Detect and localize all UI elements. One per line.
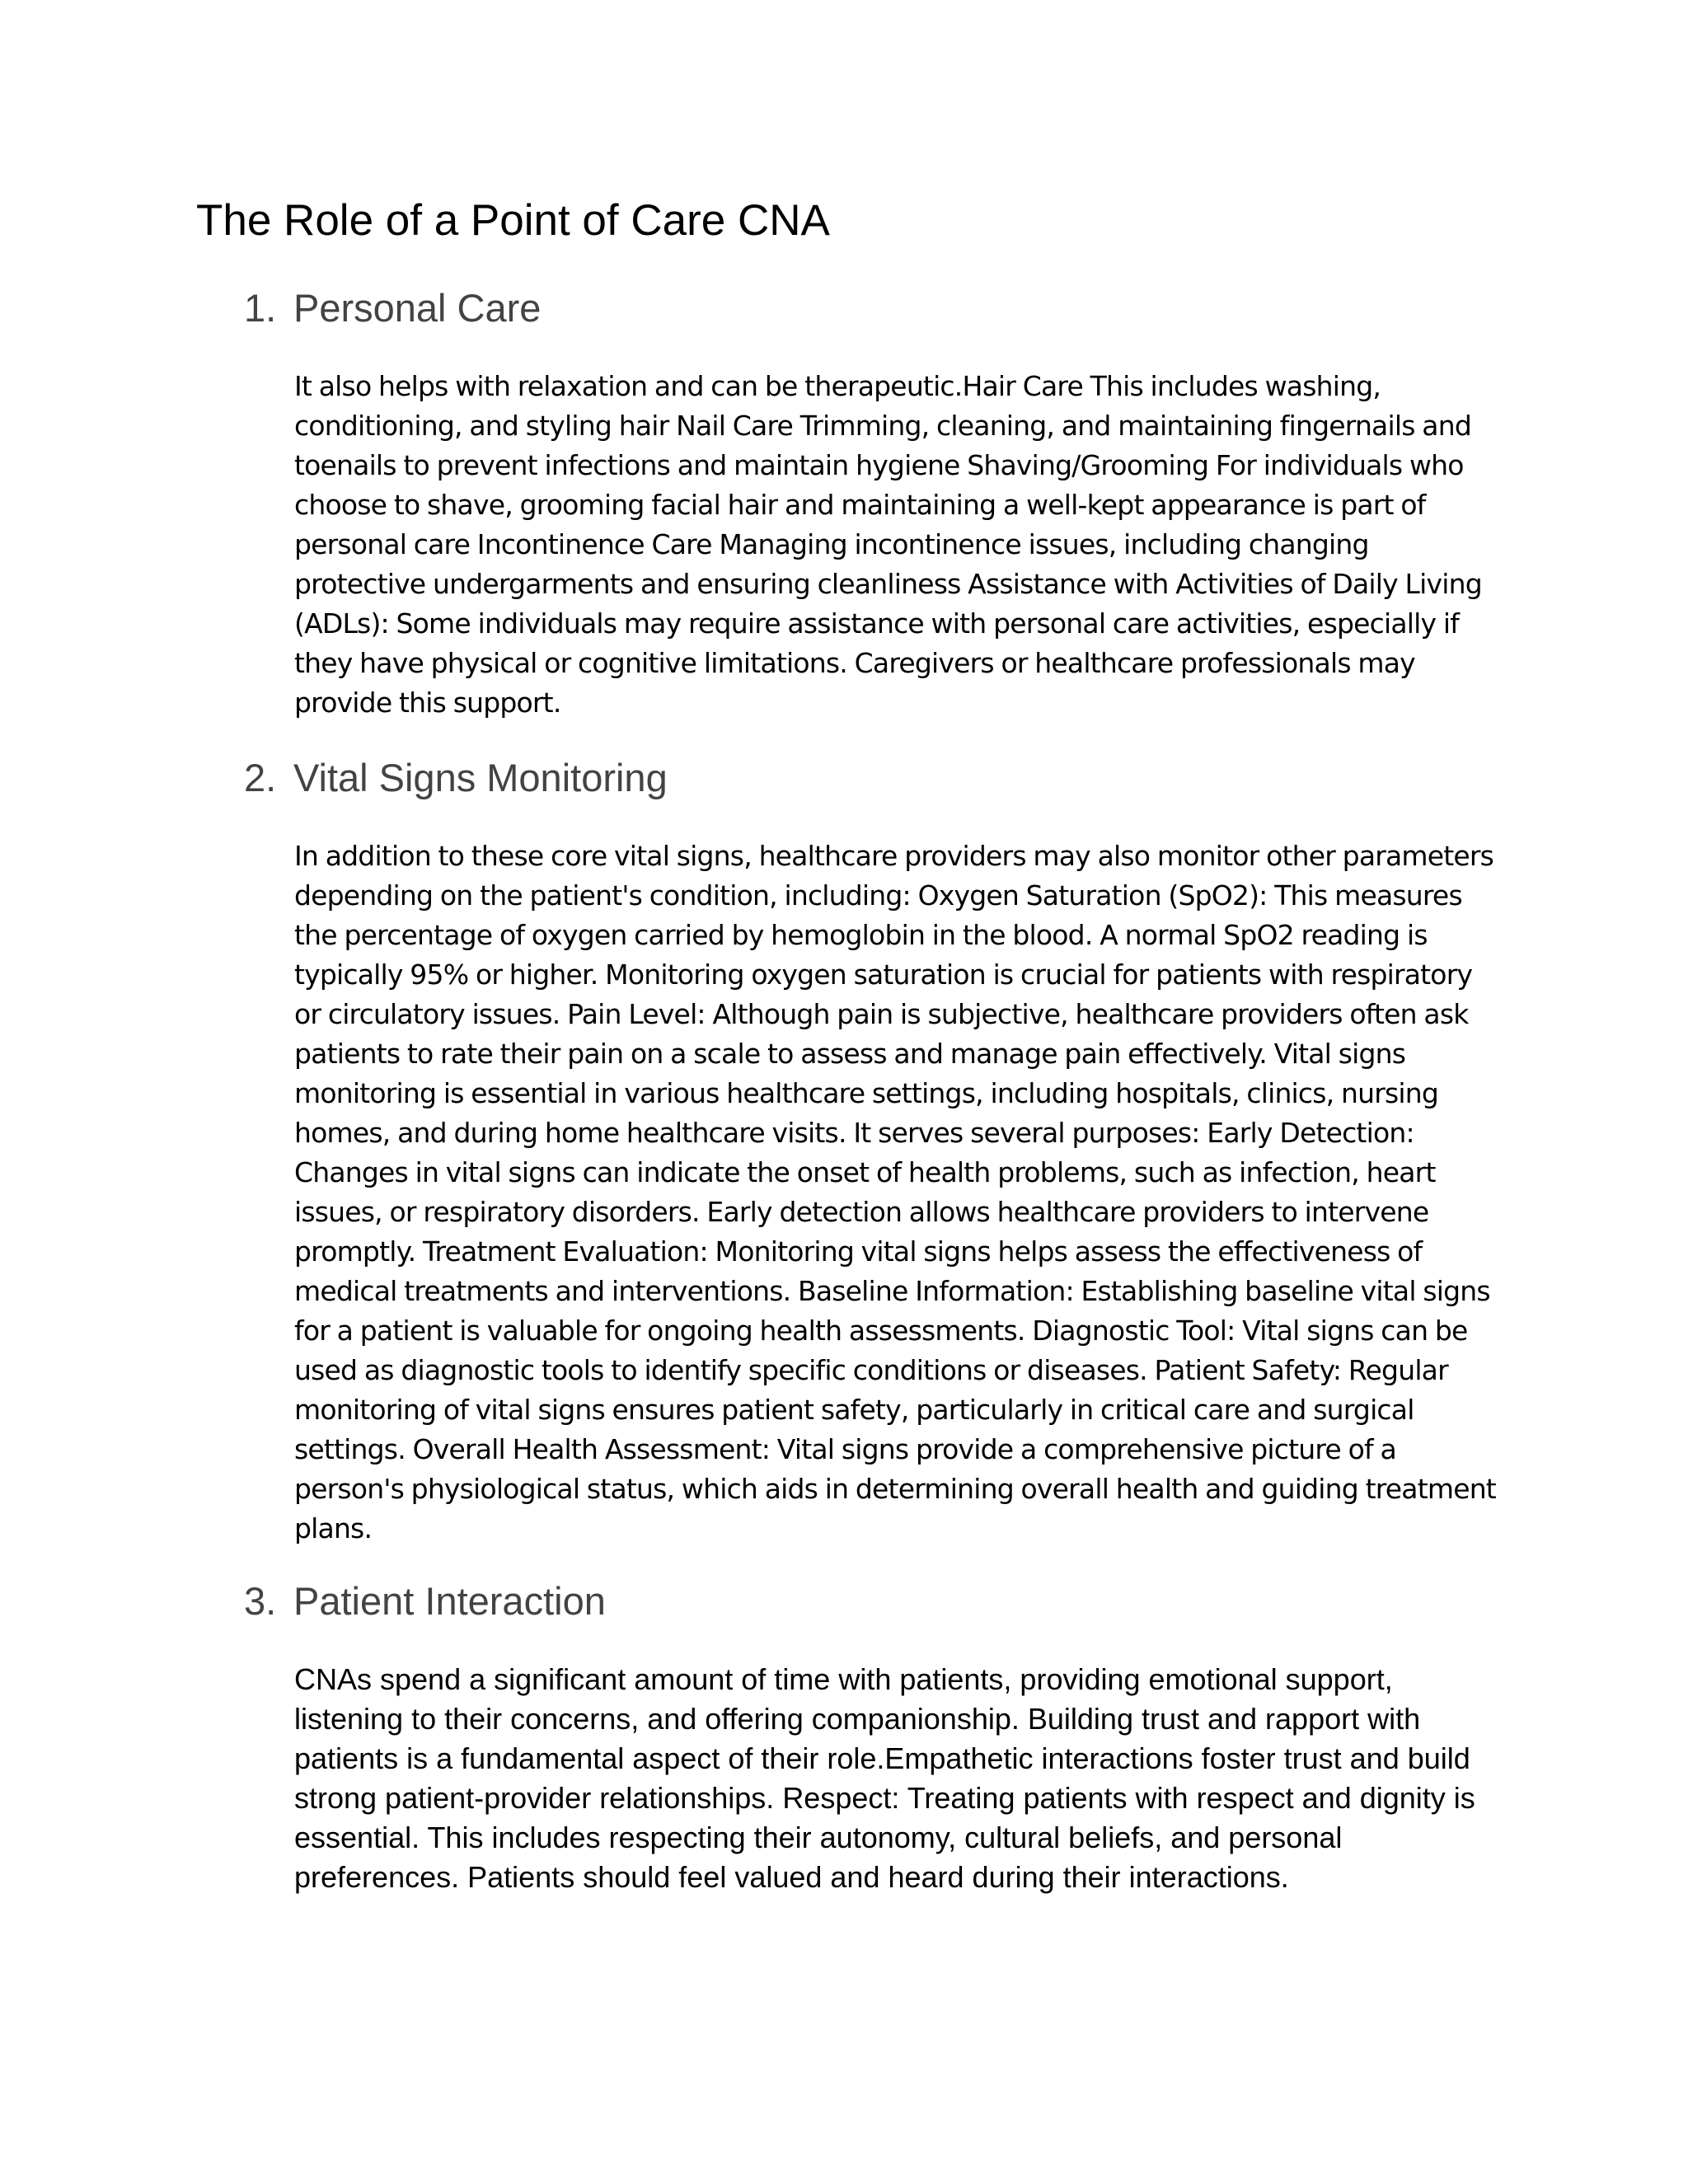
section-body-patient-interaction: CNAs spend a significant amount of time with patients, providing emotional support, listening to their concerns, and offering companionship. Building trust and rapport with patients is a fundamental aspect of their role.Empathetic interactions foster trust and build strong patient-provider relationships. Respect: Treating patients with respect and dignity is essential. This includes respecting their autonomy, cultural beliefs, and personal preferences. Patients should feel valued and heard during their interactions. (294, 1662, 1475, 1894)
section-body-vital-signs-monitoring: In addition to these core vital signs, healthcare providers may also monitor other parameters depending on the patient's condition, including: Oxygen Saturation (SpO2): This measures the percentage of oxygen carried by hemoglobin in the blood. A normal SpO2 reading is typically 95% or higher. Monitoring oxygen saturation is crucial for patients with respiratory or circulatory issues. Pain Level: Although pain is subjective, healthcare providers often ask patients to rate their pain on a scale to assess and manage pain effectively. Vital signs monitoring is essential in various healthcare settings, including hospitals, clinics, nursing homes, and during home healthcare visits. It serves several purposes: Early Detection: Changes in vital signs can indicate the onset of health problems, such as infection, heart issues, or respiratory disorders. Early detection allows healthcare providers to intervene promptly. Treatment Evaluation: Monitoring vital signs helps assess the effectiveness of medical treatments and interventions. Baseline Information: Establishing baseline vital signs for a patient is valuable for ongoing health assessments. Diagnostic Tool: Vital signs can be used as diagnostic tools to identify specific conditions or diseases. Patient Safety: Regular monitoring of vital signs ensures patient safety, particularly in critical care and surgical settings. Overall Health Assessment: Vital signs provide a comprehensive picture of a person's physiological status, which aids in determining overall health and guiding treatment plans. (294, 840, 1496, 1544)
section-number: 1. (244, 286, 277, 330)
section-heading-personal-care (244, 285, 541, 331)
section-number: 2. (244, 756, 277, 799)
section-body-personal-care: It also helps with relaxation and can be therapeutic.Hair Care This includes washing, conditioning, and styling hair Nail Care Trimming, cleaning, and maintaining fingernails and toenails to prevent infections and maintain hygiene Shaving/Grooming For individuals who choose to shave, grooming facial hair and maintaining a well-kept appearance is part of personal care Incontinence Care Managing incontinence issues, including changing protective undergarments and ensuring cleanliness Assistance with Activities of Daily Living (ADLs): Some individuals may require assistance with personal care activities, especially if they have physical or cognitive limitations. Caregivers or healthcare professionals may provide this support. (294, 370, 1482, 719)
section-heading-vital-signs-monitoring (244, 755, 668, 801)
section-heading-patient-interaction (244, 1578, 606, 1624)
section-number: 3. (244, 1579, 277, 1623)
document-title: The Role of a Point of Care CNA (196, 196, 830, 245)
section-title: Patient Interaction (293, 1579, 606, 1623)
section-title: Vital Signs Monitoring (293, 756, 668, 799)
section-title: Personal Care (293, 286, 542, 330)
